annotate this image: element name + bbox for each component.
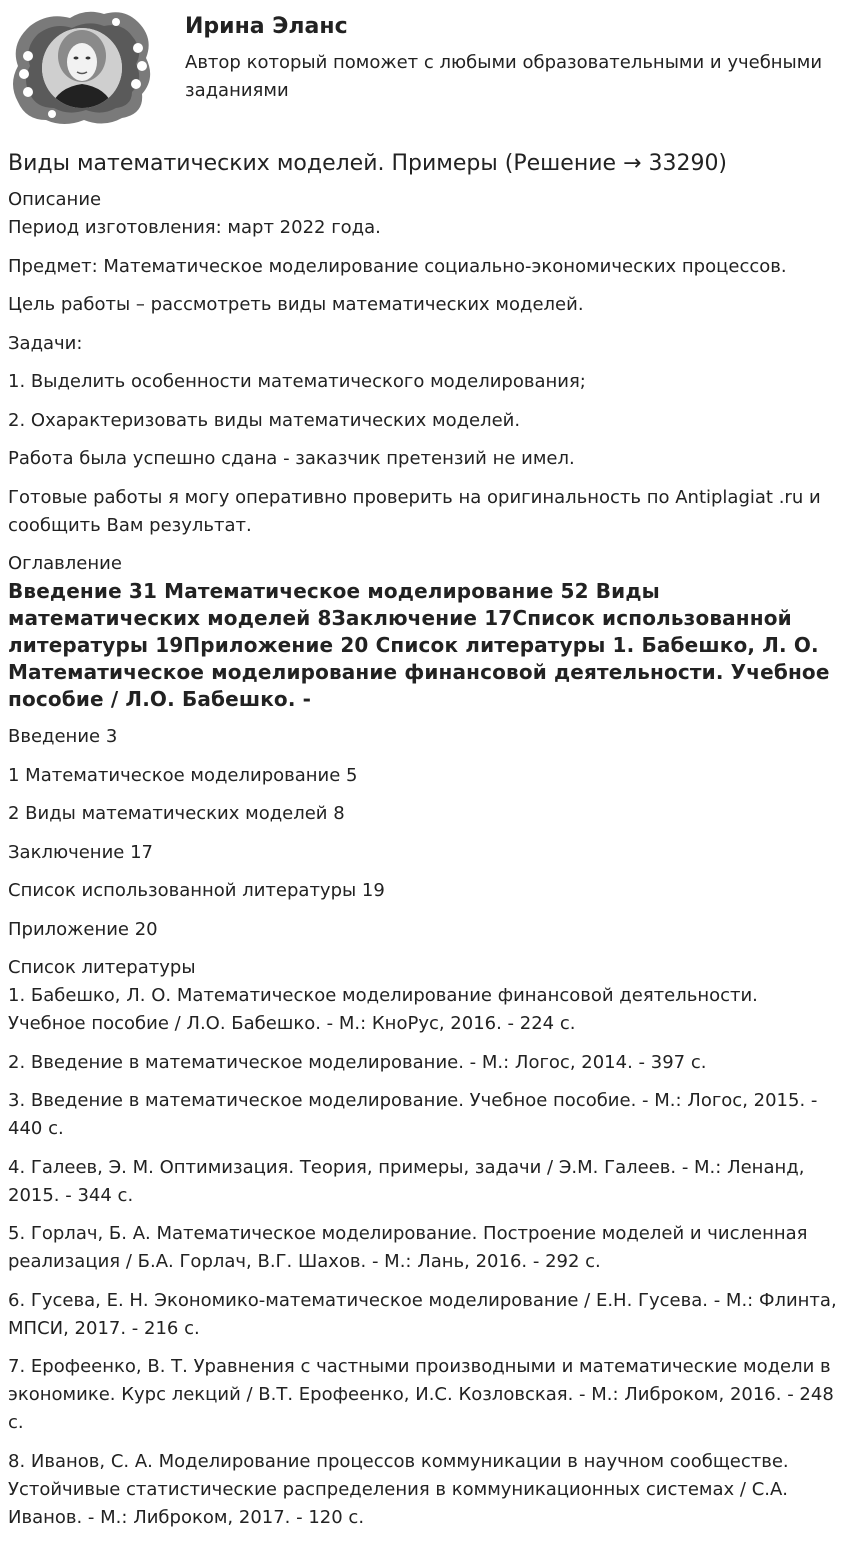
author-description: Автор который поможет с любыми образовательными и учебными заданиями: [185, 52, 823, 101]
description-line: Цель работы – рассмотреть виды математических моделей.: [8, 294, 584, 315]
description-line: Готовые работы я могу оперативно проверить на оригинальность по Antiplagiat .ru и сообщить Вам результат.: [8, 486, 821, 536]
references-heading: Список литературы: [8, 957, 196, 978]
reference-item: 8. Иванов, С. А. Моделирование процессов коммуникации в научном сообществе. Устойчивые статистические распределения в коммуникационных системах / С.А. Иванов. - М.: Либроком, 2017. - 120 с.: [8, 1450, 789, 1528]
references-list: [8, 982, 839, 1532]
reference-item: 7. Ерофеенко, В. Т. Уравнения с частными производными и математические модели в экономике. Курс лекций / В.Т. Ерофеенко, И.С. Козловская. - М.: Либроком, 2016. - 248 с.: [8, 1356, 834, 1433]
reference-item: 1. Бабешко, Л. О. Математическое моделирование финансовой деятельности. Учебное пособие / Л.О. Бабешко. - М.: КноРус, 2016. - 224 с.: [8, 985, 758, 1034]
description-line: Предмет: Математическое моделирование социально-экономических процессов.: [8, 255, 787, 277]
document-content: [8, 186, 839, 1542]
description-line: 1. Выделить особенности математического моделирования;: [8, 371, 586, 392]
toc-item: Список использованной литературы 19: [8, 880, 385, 901]
toc-heading: Оглавление: [8, 553, 122, 574]
toc-summary: Введение 31 Математическое моделирование 52 Виды математических моделей 8Заключение 17Список использованной литературы 19Приложение 20 Список литературы 1. Бабешко, Л. О. Математическое моделирование финансовой деятельности. Учебное пособие / Л.О. Бабешко. -: [8, 579, 830, 711]
reference-item: 2. Введение в математическое моделирование. - М.: Логос, 2014. - 397 с.: [8, 1051, 707, 1073]
reference-item: 6. Гусева, Е. Н. Экономико-математическое моделирование / Е.Н. Гусева. - М.: Флинта, МПСИ, 2017. - 216 с.: [8, 1289, 837, 1339]
author-name: Ирина Эланс: [185, 14, 348, 39]
toc-item: 1 Математическое моделирование 5: [8, 764, 358, 786]
reference-item: 5. Горлач, Б. А. Математическое моделирование. Построение моделей и численная реализация / Б.А. Горлач, В.Г. Шахов. - М.: Лань, 2016. - 292 с.: [8, 1223, 808, 1272]
description-body: [8, 214, 839, 540]
document-title: Виды математических моделей. Примеры (Решение → 33290): [8, 151, 728, 176]
author-header: [8, 0, 839, 176]
reference-item: 3. Введение в математическое моделирование. Учебное пособие. - М.: Логос, 2015. - 440 с.: [8, 1090, 818, 1139]
description-line: Задачи:: [8, 332, 83, 354]
toc-item: Заключение 17: [8, 841, 153, 863]
reference-item: 4. Галеев, Э. М. Оптимизация. Теория, примеры, задачи / Э.М. Галеев. - М.: Ленанд, 2015. - 344 с.: [8, 1156, 805, 1206]
author-avatar: [8, 8, 156, 126]
description-line: Период изготовления: март 2022 года.: [8, 217, 381, 238]
toc-item: Приложение 20: [8, 918, 158, 940]
page: [8, 0, 839, 1528]
description-line: Работа была успешно сдана - заказчик претензий не имел.: [8, 448, 575, 469]
description-line: 2. Охарактеризовать виды математических моделей.: [8, 409, 521, 431]
description-heading: Описание: [8, 189, 102, 210]
toc-item: 2 Виды математических моделей 8: [8, 803, 345, 824]
toc-item: Введение 3: [8, 726, 118, 747]
toc-list: [8, 723, 839, 944]
